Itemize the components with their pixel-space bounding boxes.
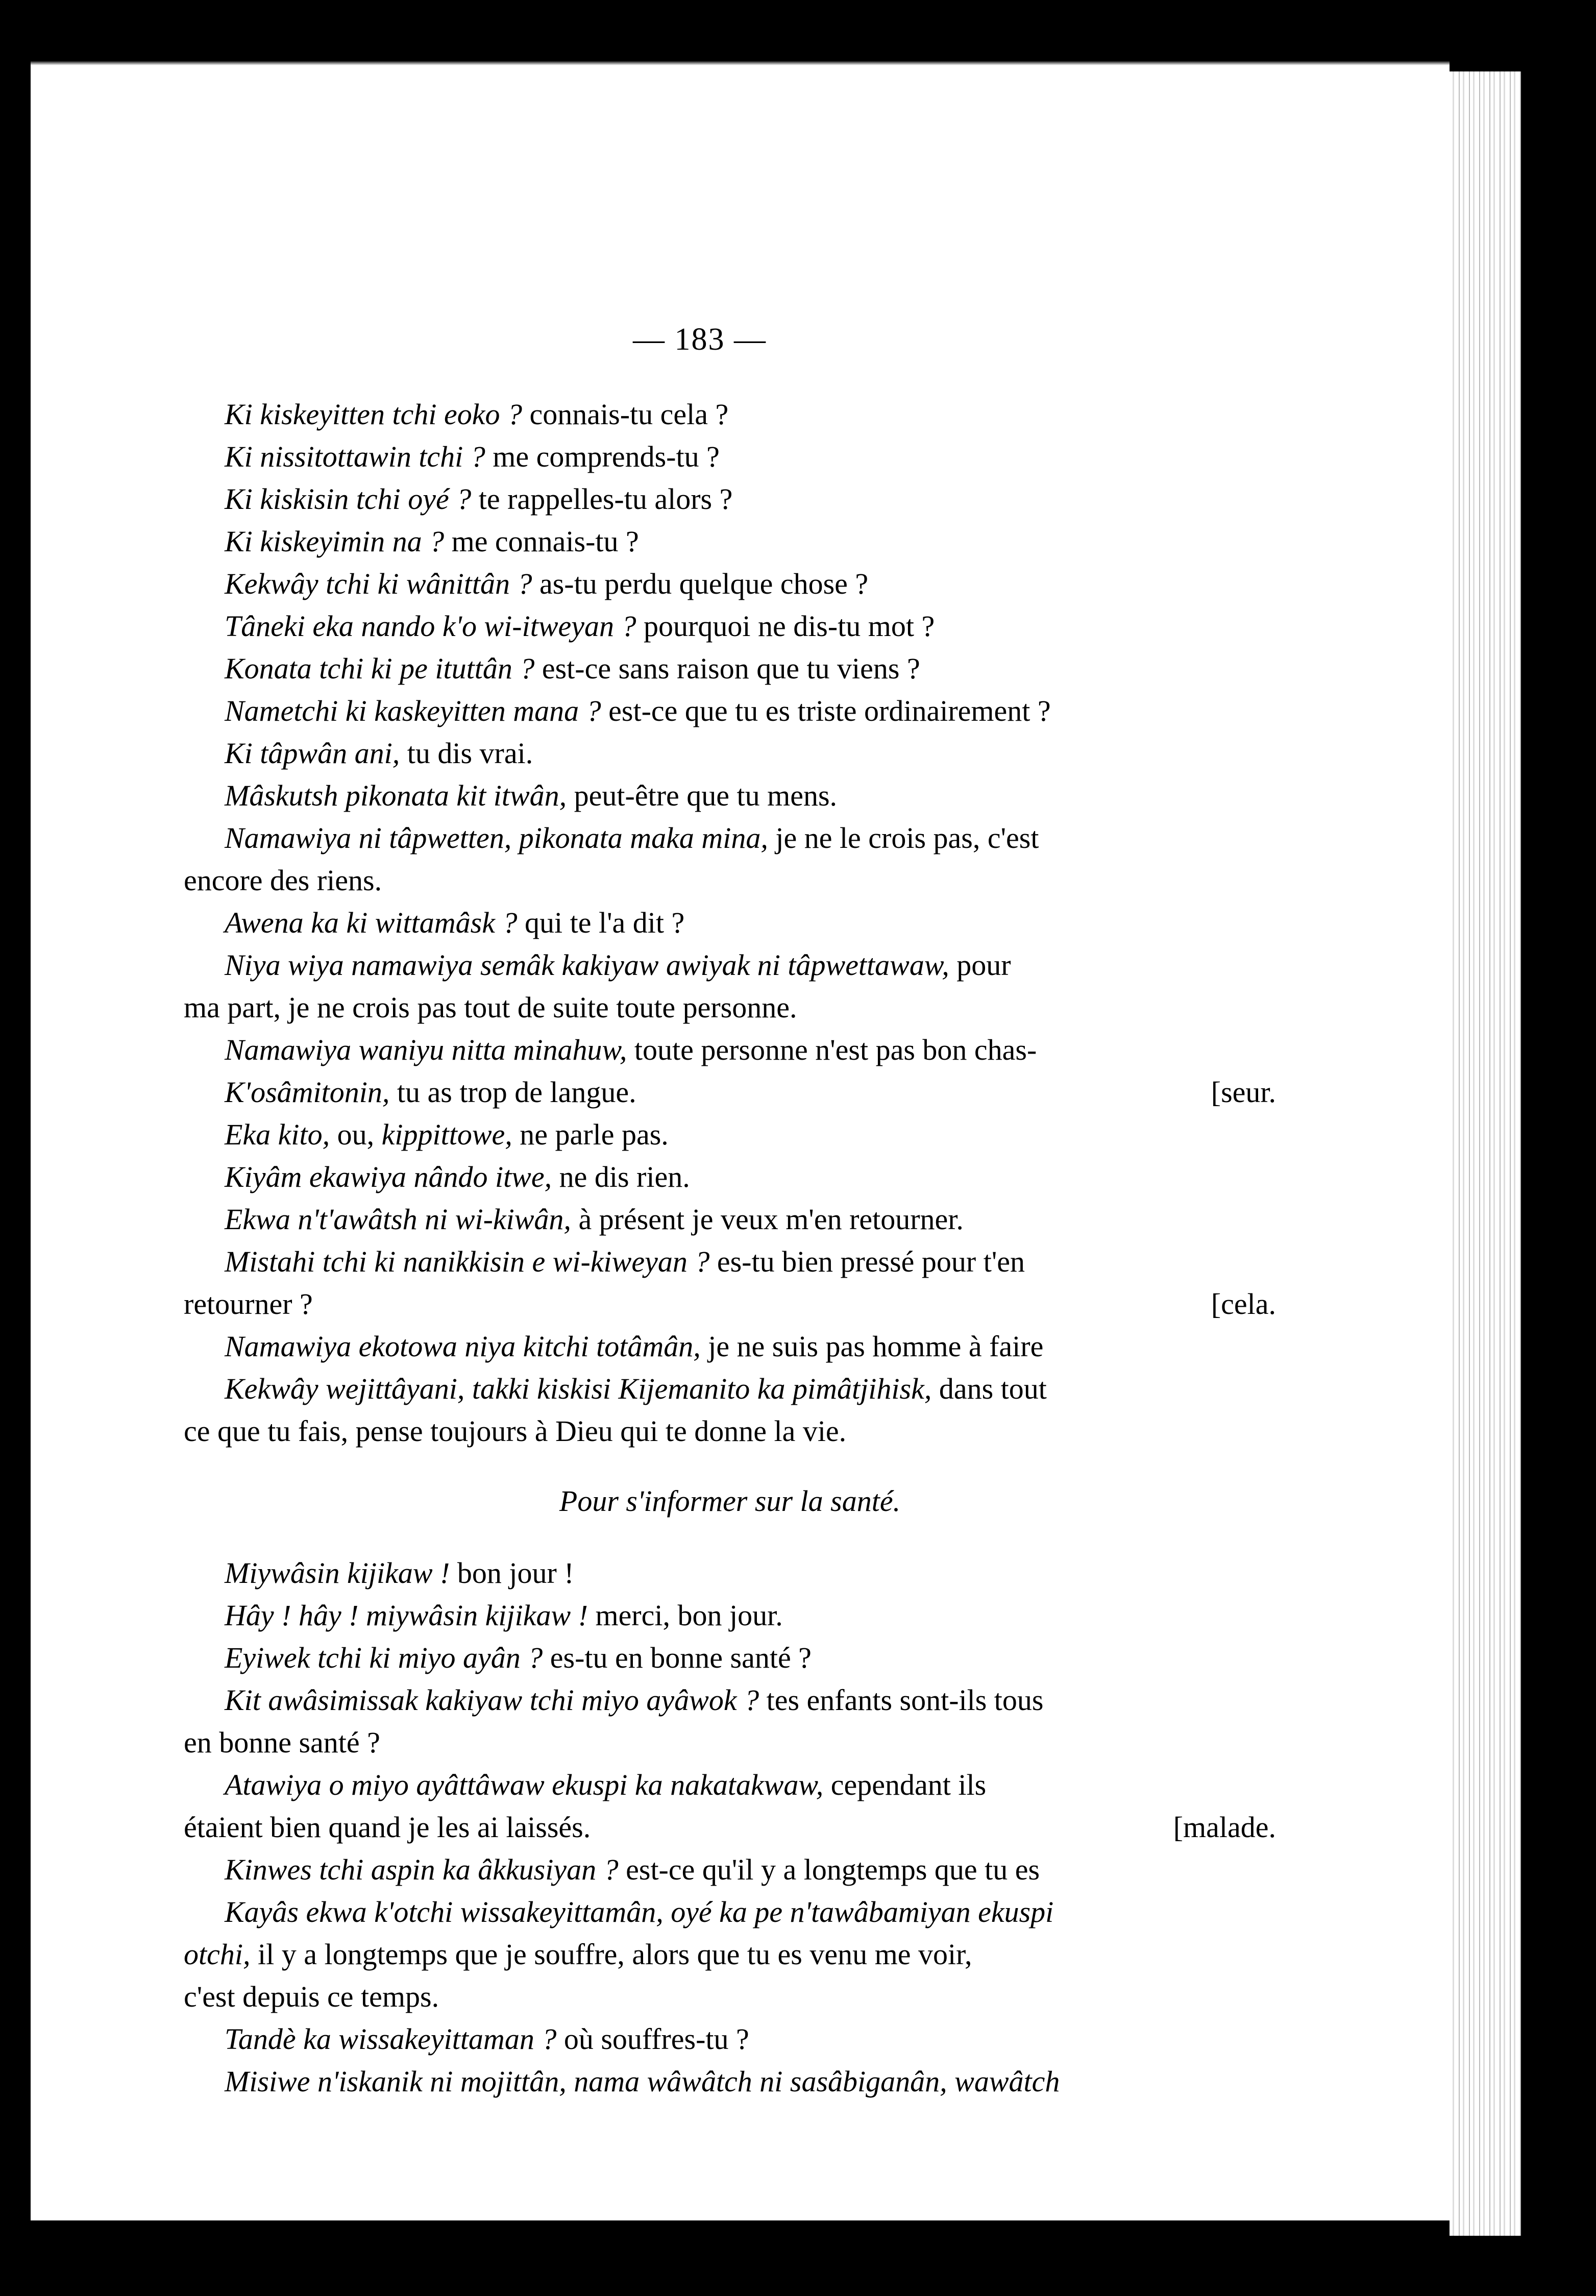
- phrase-line: [184, 435, 1276, 478]
- cree-text: Eka kito,: [225, 1118, 330, 1151]
- hyphen-carryover: [cela.: [1211, 1287, 1276, 1321]
- phrase-list-1: [184, 393, 1276, 817]
- cree-text: Ki nissitottawin tchi ?: [225, 440, 485, 473]
- cree-text: Mistahi tchi ki nanikkisin e wi-kiweyan ?: [225, 1245, 710, 1278]
- phrase-line-continued: ma part, je ne crois pas tout de suite toute personne.: [184, 991, 797, 1024]
- cree-text: Eyiwek tchi ki miyo ayân ?: [225, 1641, 543, 1674]
- french-text: est-ce sans raison que tu viens ?: [534, 652, 920, 685]
- cree-text: K'osâmitonin,: [225, 1076, 390, 1109]
- book-page: [31, 61, 1450, 2220]
- hyphen-carryover: [seur.: [1211, 1076, 1276, 1109]
- cree-text: Atawiya o miyo ayâttâwaw ekuspi ka nakatakwaw,: [225, 1768, 824, 1801]
- scan-page-edge: [1450, 71, 1521, 2236]
- phrase-line: [184, 1594, 1276, 1636]
- phrase-line-continued: [184, 1806, 1276, 1848]
- phrase-list-2: [184, 1552, 1276, 1679]
- french-text: à présent je veux m'en retourner.: [571, 1203, 964, 1236]
- french-text: ne parle pas.: [512, 1118, 669, 1151]
- cree-text: Namawiya ni tâpwetten, pikonata maka mina,: [225, 821, 768, 854]
- phrase-line: [184, 563, 1276, 605]
- french-text: tes enfants sont-ils tous: [759, 1683, 1044, 1717]
- cree-text: Mâskutsh pikonata kit itwân,: [225, 779, 567, 812]
- phrase-line: [184, 1156, 1276, 1198]
- phrase-line: [184, 1198, 1276, 1240]
- phrase-line: [184, 478, 1276, 520]
- cree-text: Ki kiskeyimin na ?: [225, 525, 445, 558]
- french-text: dans tout: [931, 1372, 1047, 1405]
- phrase-line: [184, 1113, 1276, 1156]
- cree-text: Konata tchi ki pe ituttân ?: [225, 652, 535, 685]
- cree-text: Ki tâpwân ani,: [225, 737, 400, 770]
- french-text: retourner ?: [184, 1287, 313, 1321]
- french-text: étaient bien quand je les ai laissés.: [184, 1811, 591, 1844]
- phrase-line: [184, 393, 1276, 435]
- cree-text: Tandè ka wissakeyittaman ?: [225, 2022, 557, 2056]
- cree-text: kippittowe,: [381, 1118, 512, 1151]
- phrase-line-continued: en bonne santé ?: [184, 1726, 380, 1759]
- page-content: [184, 393, 1276, 2103]
- cree-text: Kekwây wejittâyani, takki kiskisi Kijemanito ka pimâtjihisk,: [225, 1372, 932, 1405]
- french-text: où souffres-tu ?: [556, 2022, 749, 2056]
- phrase-line: Kayâs ekwa k'otchi wissakeyittamân, oyé ka pe n'tawâbamiyan ekuspi: [225, 1895, 1054, 1928]
- phrase-line: [184, 1240, 1276, 1283]
- phrase-line: [184, 774, 1276, 817]
- french-text: peut-être que tu mens.: [567, 779, 838, 812]
- french-text: pour: [949, 948, 1011, 982]
- phrase-line-continued: encore des riens.: [184, 864, 382, 897]
- french-text: ne dis rien.: [552, 1160, 690, 1193]
- phrase-line: [184, 1367, 1276, 1410]
- french-text: tu dis vrai.: [400, 737, 533, 770]
- cree-text: Niya wiya namawiya semâk kakiyaw awiyak ni tâpwettawaw,: [225, 948, 949, 982]
- phrase-line: [184, 647, 1276, 690]
- cree-text: Ki kiskeyitten tchi eoko ?: [225, 398, 523, 431]
- french-text: cependant ils: [823, 1768, 987, 1801]
- cree-text: Awena ka ki wittamâsk ?: [225, 906, 518, 939]
- phrase-line: [184, 901, 1276, 944]
- french-text: es-tu en bonne santé ?: [543, 1641, 812, 1674]
- page-number: — 183 —: [633, 322, 767, 357]
- cree-text: Nametchi ki kaskeyitten mana ?: [225, 694, 601, 727]
- french-text: est-ce que tu es triste ordinairement ?: [601, 694, 1051, 727]
- phrase-line: Misiwe n'iskanik ni mojittân, nama wâwâtch ni sasâbiganân, wawâtch: [225, 2065, 1060, 2098]
- french-text: je ne suis pas homme à faire: [700, 1330, 1044, 1363]
- hyphen-carryover: [malade.: [1173, 1811, 1276, 1844]
- cree-text: Ki kiskisin tchi oyé ?: [225, 482, 472, 516]
- phrase-line-continued: [184, 1933, 1276, 1975]
- phrase-line: [184, 817, 1276, 859]
- phrase-line: [184, 732, 1276, 774]
- phrase-line: [184, 1029, 1276, 1071]
- cree-text: Kinwes tchi aspin ka âkkusiyan ?: [225, 1853, 619, 1886]
- french-text: me connais-tu ?: [444, 525, 639, 558]
- phrase-line: [184, 1679, 1276, 1721]
- phrase-line: [184, 1764, 1276, 1806]
- french-text: il y a longtemps que je souffre, alors que tu es venu me voir,: [250, 1938, 972, 1971]
- phrase-line: [184, 605, 1276, 647]
- french-text: pourquoi ne dis-tu mot ?: [636, 609, 935, 643]
- section-heading: Pour s'informer sur la santé.: [559, 1484, 901, 1518]
- phrase-line: [184, 1071, 1276, 1113]
- cree-text: Namawiya ekotowa niya kitchi totâmân,: [225, 1330, 701, 1363]
- phrase-line-continued: c'est depuis ce temps.: [184, 1980, 439, 2013]
- cree-text: Kiyâm ekawiya nândo itwe,: [225, 1160, 552, 1193]
- french-text: merci, bon jour.: [587, 1599, 783, 1632]
- phrase-line: [184, 944, 1276, 986]
- phrase-line: [184, 1552, 1276, 1594]
- cree-text: Miywâsin kijikaw !: [225, 1556, 450, 1590]
- french-text: as-tu perdu quelque chose ?: [532, 567, 869, 600]
- phrase-line: [184, 1848, 1276, 1891]
- phrase-line: [184, 520, 1276, 563]
- french-text: me comprends-tu ?: [485, 440, 720, 473]
- cree-text: Kekwây tchi ki wânittân ?: [225, 567, 532, 600]
- french-text: est-ce qu'il y a longtemps que tu es: [618, 1853, 1040, 1886]
- french-text: toute personne n'est pas bon chas-: [627, 1033, 1037, 1066]
- phrase-line: [184, 1325, 1276, 1367]
- cree-text: otchi,: [184, 1938, 251, 1971]
- french-text: bon jour !: [450, 1556, 574, 1590]
- cree-text: Kit awâsimissak kakiyaw tchi miyo ayâwok ?: [225, 1683, 759, 1717]
- phrase-line-continued: ce que tu fais, pense toujours à Dieu qui te donne la vie.: [184, 1414, 847, 1448]
- french-text: tu as trop de langue.: [389, 1076, 636, 1109]
- cree-text: Ekwa n't'awâtsh ni wi-kiwân,: [225, 1203, 571, 1236]
- cree-text: Namawiya waniyu nitta minahuw,: [225, 1033, 627, 1066]
- french-text: connais-tu cela ?: [522, 398, 729, 431]
- cree-text: Hây ! hây ! miywâsin kijikaw !: [225, 1599, 588, 1632]
- french-text: ou,: [330, 1118, 382, 1151]
- french-text: qui te l'a dit ?: [517, 906, 685, 939]
- phrase-line: [184, 2018, 1276, 2060]
- phrase-line-continued: [184, 1283, 1276, 1325]
- french-text: te rappelles-tu alors ?: [471, 482, 733, 516]
- cree-text: Tâneki eka nando k'o wi-itweyan ?: [225, 609, 636, 643]
- phrase-line: [184, 1636, 1276, 1679]
- phrase-line: [184, 690, 1276, 732]
- french-text: es-tu bien pressé pour t'en: [709, 1245, 1025, 1278]
- french-text: je ne le crois pas, c'est: [768, 821, 1039, 854]
